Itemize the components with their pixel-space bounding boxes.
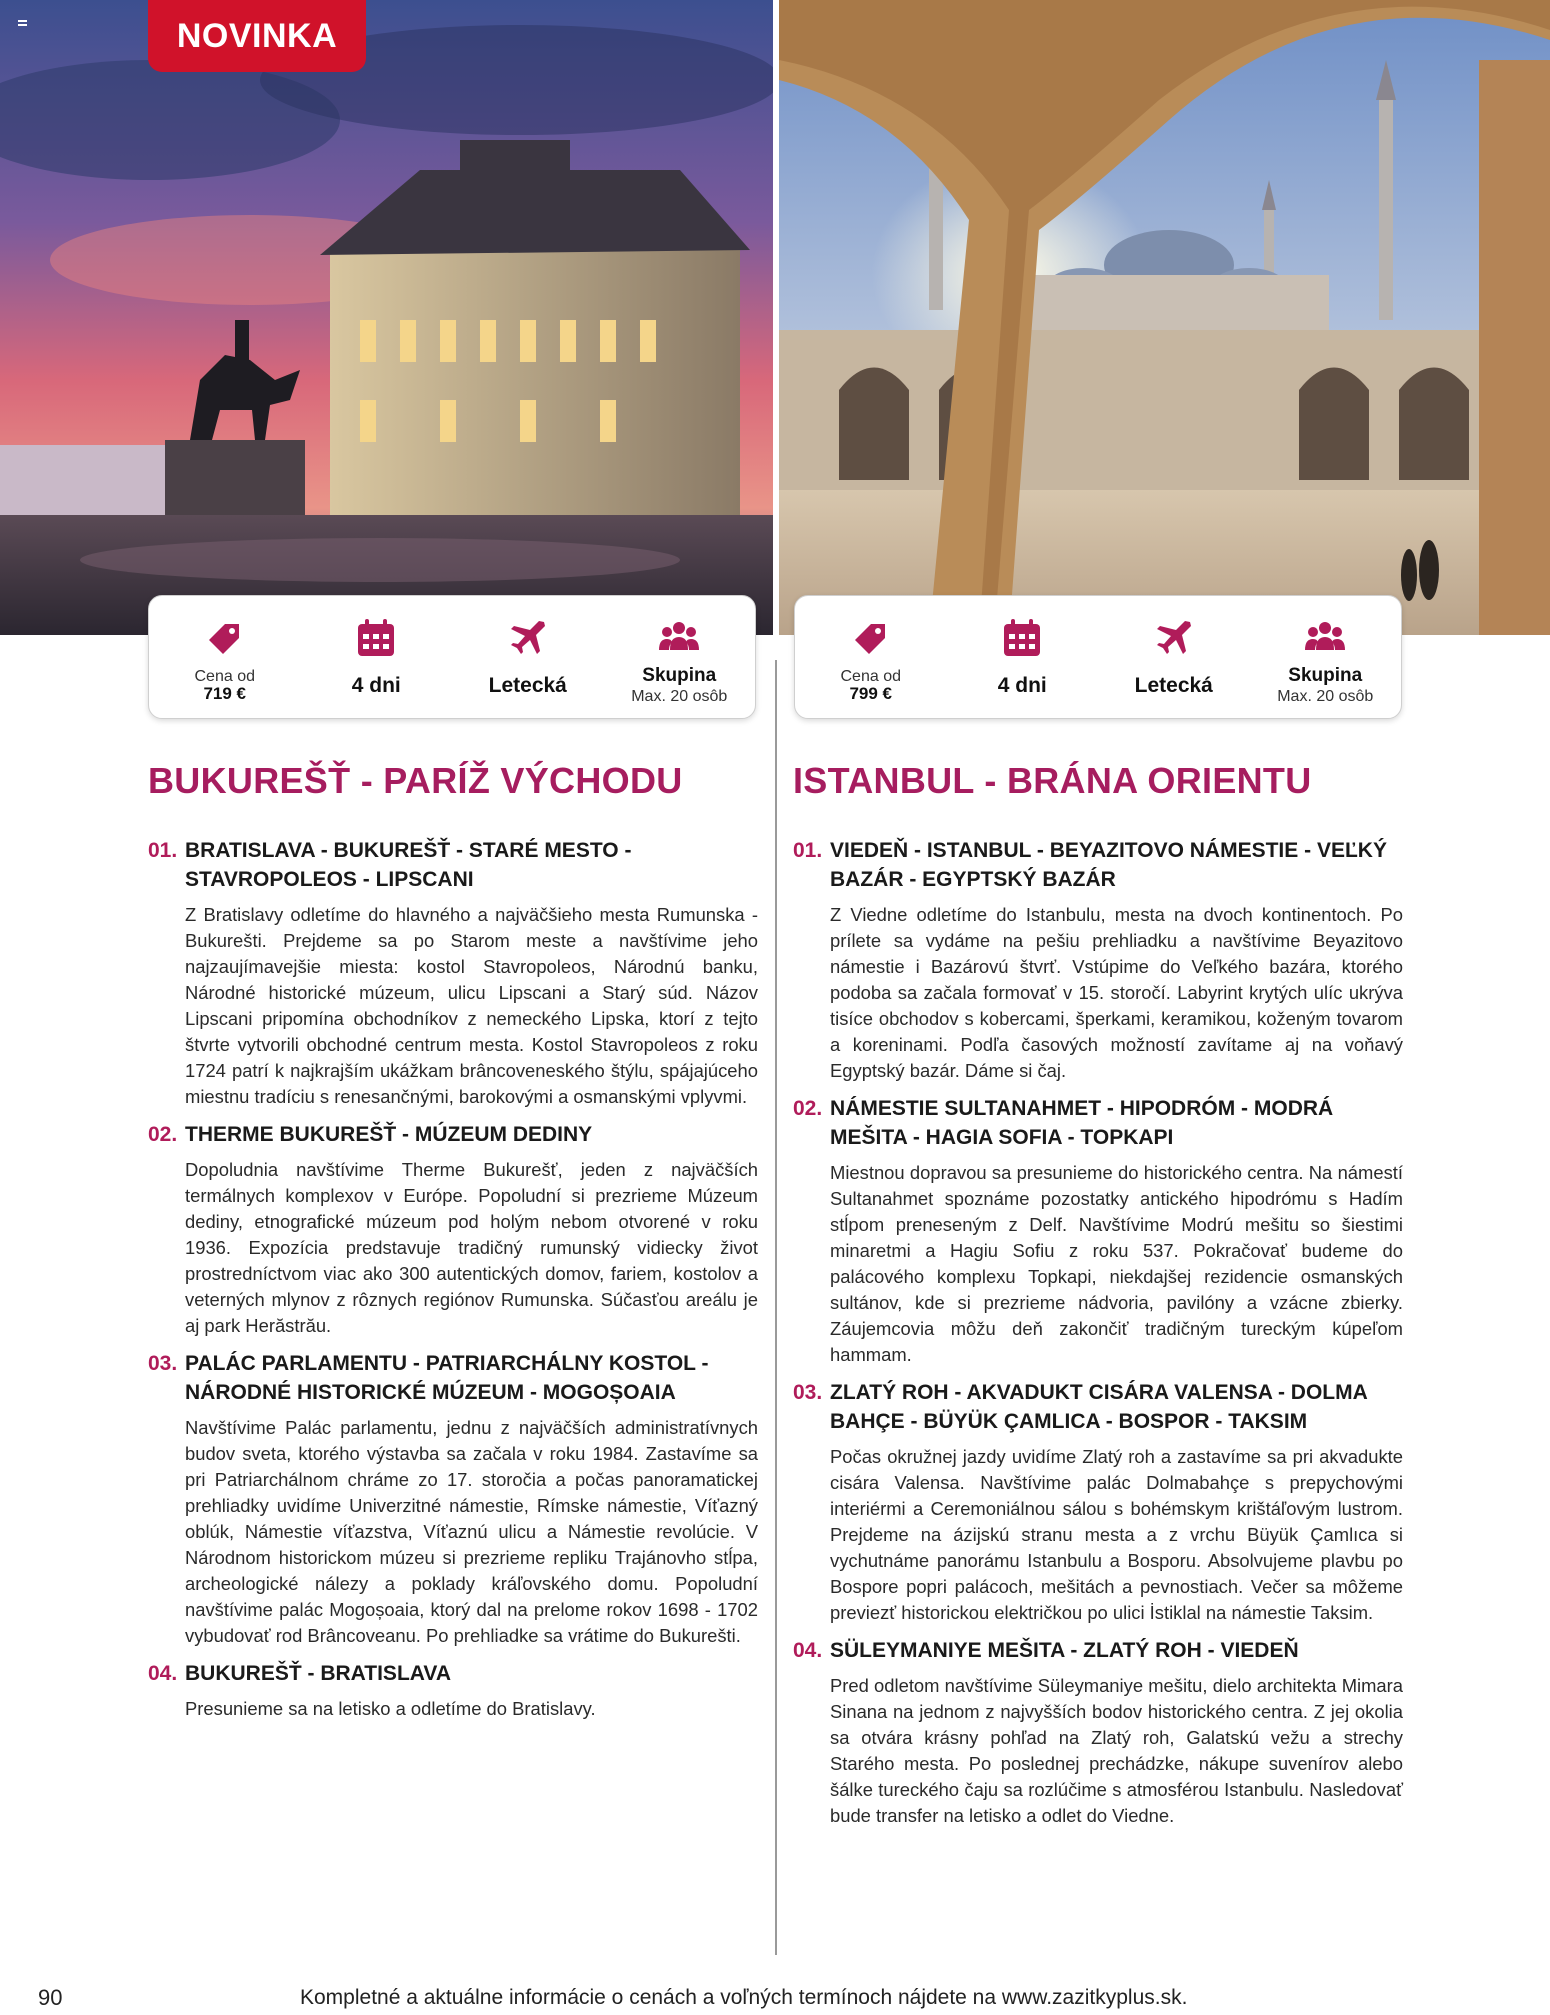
- price-value: 799 €: [849, 684, 893, 703]
- price-value: 719 €: [203, 684, 247, 703]
- group-label: Skupina: [1288, 665, 1363, 686]
- day-text: Dopoludnia navštívime Therme Bukurešť, jeden z najväčších termálnych komplexov v Európe. Popoludní si prezrieme Múzeum dediny, etnografické múzeum pod holým nebom otvorené v roku 1936. Expozícia predstavuje tradičný rumunský vidiecky život prostredníctvom viac ako 300 autentických domov, fariem, kostolov a veterných mlynov z rôznych regiónov Rumunska. Súčasťou areálu je aj park Herăstrău.: [185, 1159, 758, 1336]
- day-title: THERME BUKUREŠŤ - MÚZEUM DEDINY: [185, 1123, 593, 1146]
- duration-value: 4 dni: [997, 674, 1047, 697]
- info-duration: [952, 616, 1092, 698]
- duration-value: 4 dni: [351, 674, 401, 697]
- info-group: [1255, 616, 1395, 705]
- footer-note: Kompletné a aktuálne informácie o cenách a voľných termínoch nájdete na www.zazitkyplus.sk.: [300, 1986, 1188, 2009]
- group-icon: [657, 616, 701, 660]
- day-number: 03.: [793, 1381, 823, 1404]
- day-number: 02.: [148, 1123, 178, 1146]
- day-title: PALÁC PARLAMENTU - PATRIARCHÁLNY KOSTOL - NÁRODNÉ HISTORICKÉ MÚZEUM - MOGOȘOAIA: [185, 1352, 709, 1404]
- group-label: Skupina: [642, 665, 717, 686]
- day-text: Presunieme sa na letisko a odletíme do Bratislavy.: [185, 1698, 596, 1719]
- transport-value: Letecká: [488, 674, 567, 697]
- day-3: [793, 1378, 1403, 1626]
- day-title: ZLATÝ ROH - AKVADUKT CISÁRA VALENSA - DOLMA BAHÇE - BÜYÜK ÇAMLICA - BOSPOR - TAKSIM: [830, 1381, 1368, 1433]
- trip-title: BUKUREŠŤ - PARÍŽ VÝCHODU: [148, 760, 683, 801]
- day-4: [793, 1636, 1403, 1829]
- trip-title: ISTANBUL - BRÁNA ORIENTU: [793, 760, 1312, 801]
- day-text: Z Bratislavy odletíme do hlavného a najväčšieho mesta Rumunska - Bukurešti. Prejdeme sa po Starom meste a navštívime jeho najzaujímavejšie miesta: kostol Stavropoleos, Národnú banku, Národné historické múzeum, ulicu Lipscani a Starý súd. Názov Lipscani pripomína obchodníkov z nemeckého Lipska, ktorí z tejto štvrte vytvorili obchodné centrum mesta. Kostol Stavropoleos z roku 1724 patrí k najkrajším ukážkam brâncoveneského štýlu, spájajúceho miestnu tradíciu s renesančnými, barokovými a osmanskými vplyvmi.: [185, 904, 758, 1107]
- day-number: 04.: [148, 1662, 178, 1685]
- day-text: Počas okružnej jazdy uvidíme Zlatý roh a zastavíme sa pri akvadukte cisára Valensa. Navštívime palác Dolmabahçe s prepychovými interiérmi a Ceremoniálnou sálou s bohémskym krištáľovým lustrom. Prejdeme na ázijskú stranu mesta a z vrchu Büyük Çamlıca si vychutnáme panorámu Istanbulu a Bosporu. Absolvujeme plavbu po Bospore popri palácoch, mešitách a pevnostiach. Večer sa môžeme previezť historickou električkou po ulici İstiklal na námestie Taksim.: [830, 1446, 1403, 1623]
- group-max: Max. 20 osôb: [1277, 688, 1374, 705]
- day-number: 03.: [148, 1352, 178, 1375]
- info-transport: [458, 616, 598, 698]
- day-number: 01.: [793, 839, 823, 862]
- day-number: 01.: [148, 839, 178, 862]
- transport-value: Letecká: [1134, 674, 1213, 697]
- price-label: Cena od: [840, 668, 901, 685]
- day-number: 02.: [793, 1097, 823, 1120]
- day-text: Z Viedne odletíme do Istanbulu, mesta na dvoch kontinentoch. Po prílete sa vydáme na pešiu prehliadku a navštívime Beyazitovo námestie i Bazárovú štvrť. Vstúpime do Veľkého bazára, ktorého podoba sa začala formovať v 15. storočí. Labyrint krytých ulíc ukrýva tisíce obchodov s kobercami, šperkami, keramikou, koženým tovarom a koreninami. Podľa časových možností zavítame aj na voňavý Egyptský bazár. Dáme si čaj.: [830, 904, 1403, 1081]
- group-max: Max. 20 osôb: [631, 688, 728, 705]
- day-2: [793, 1094, 1403, 1368]
- day-text: Miestnou dopravou sa presunieme do historického centra. Na námestí Sultanahmet spoznáme pozostatky antického hipodrómu s Hadím stĺpom preneseným z Delf. Navštívime Modrú mešitu so šiestimi minaretmi a Hagiu Sofiu z roku 537. Pokračovať budeme do palácového komplexu Topkapi, niekdajšej rezidencie osmanských sultánov, kde si prezrieme nádvoria, pavilóny a vzácne zbierky. Záujemcovia môžu deň zakončiť tradičným tureckým kúpeľom hammam.: [830, 1162, 1403, 1365]
- page-number: 90: [38, 1985, 63, 2010]
- info-price: [155, 616, 295, 703]
- itinerary-bucharest: [148, 760, 758, 1732]
- info-duration: [306, 616, 446, 698]
- info-price: [801, 616, 941, 703]
- day-title: SÜLEYMANIYE MEŠITA - ZLATÝ ROH - VIEDEŇ: [830, 1639, 1299, 1662]
- airplane-icon: [506, 616, 550, 660]
- day-title: NÁMESTIE SULTANAHMET - HIPODRÓM - MODRÁ MEŠITA - HAGIA SOFIA - TOPKAPI: [830, 1097, 1334, 1149]
- price-tag-icon: [849, 616, 893, 660]
- column-divider: [775, 660, 777, 1955]
- day-title: BUKUREŠŤ - BRATISLAVA: [185, 1662, 451, 1685]
- day-1: [148, 836, 758, 1110]
- itinerary-istanbul: [793, 760, 1403, 1839]
- info-box-bucharest: [148, 595, 756, 719]
- calendar-icon: [354, 616, 398, 660]
- day-1: [793, 836, 1403, 1084]
- day-title: BRATISLAVA - BUKUREŠŤ - STARÉ MESTO - STAVROPOLEOS - LIPSCANI: [185, 839, 632, 891]
- info-box-istanbul: [794, 595, 1402, 719]
- istanbul-photo: [779, 0, 1550, 635]
- day-text: Navštívime Palác parlamentu, jednu z najväčších administratívnych budov sveta, ktorého výstavba sa začala v roku 1984. Zastavíme sa pri Patriarchálnom chráme zo 17. storočia a počas panoramatickej prehliadky uvidíme Univerzitné námestie, Rímske námestie, Víťazný oblúk, Námestie víťazstva, Víťaznú ulicu a Námestie revolúcie. V Národnom historickom múzeu si prezrieme repliku Trajánovho stĺpa, archeologické nálezy a poklady kráľovského domu. Popoludní navštívime palác Mogoșoaia, ktorý dal na prelome rokov 1698 - 1702 vybudovať rod Brâncoveanu. Po prehliadke sa vrátime do Bukurešti.: [185, 1417, 758, 1646]
- info-transport: [1104, 616, 1244, 698]
- price-tag-icon: [203, 616, 247, 660]
- corner-mark: [18, 20, 27, 26]
- info-group: [609, 616, 749, 705]
- price-label: Cena od: [194, 668, 255, 685]
- calendar-icon: [1000, 616, 1044, 660]
- day-3: [148, 1349, 758, 1649]
- day-4: [148, 1659, 758, 1722]
- day-2: [148, 1120, 758, 1339]
- day-number: 04.: [793, 1639, 823, 1662]
- new-badge: NOVINKA: [148, 0, 366, 72]
- day-text: Pred odletom navštívime Süleymaniye mešitu, dielo architekta Mimara Sinana na jednom z najvyšších bodov historického centra. Z jej okolia sa otvára krásny pohľad na Zlatý roh, Galatskú vežu a strechy Starého mesta. Po poslednej prechádzke, nákupe suvenírov alebo šálke tureckého čaju sa rozlúčime s atmosférou Istanbulu. Nasledovať bude transfer na letisko a odlet do Viedne.: [830, 1675, 1403, 1826]
- day-title: VIEDEŇ - ISTANBUL - BEYAZITOVO NÁMESTIE - VEĽKÝ BAZÁR - EGYPTSKÝ BAZÁR: [830, 839, 1387, 891]
- group-icon: [1303, 616, 1347, 660]
- airplane-icon: [1152, 616, 1196, 660]
- bucharest-photo: [0, 0, 773, 635]
